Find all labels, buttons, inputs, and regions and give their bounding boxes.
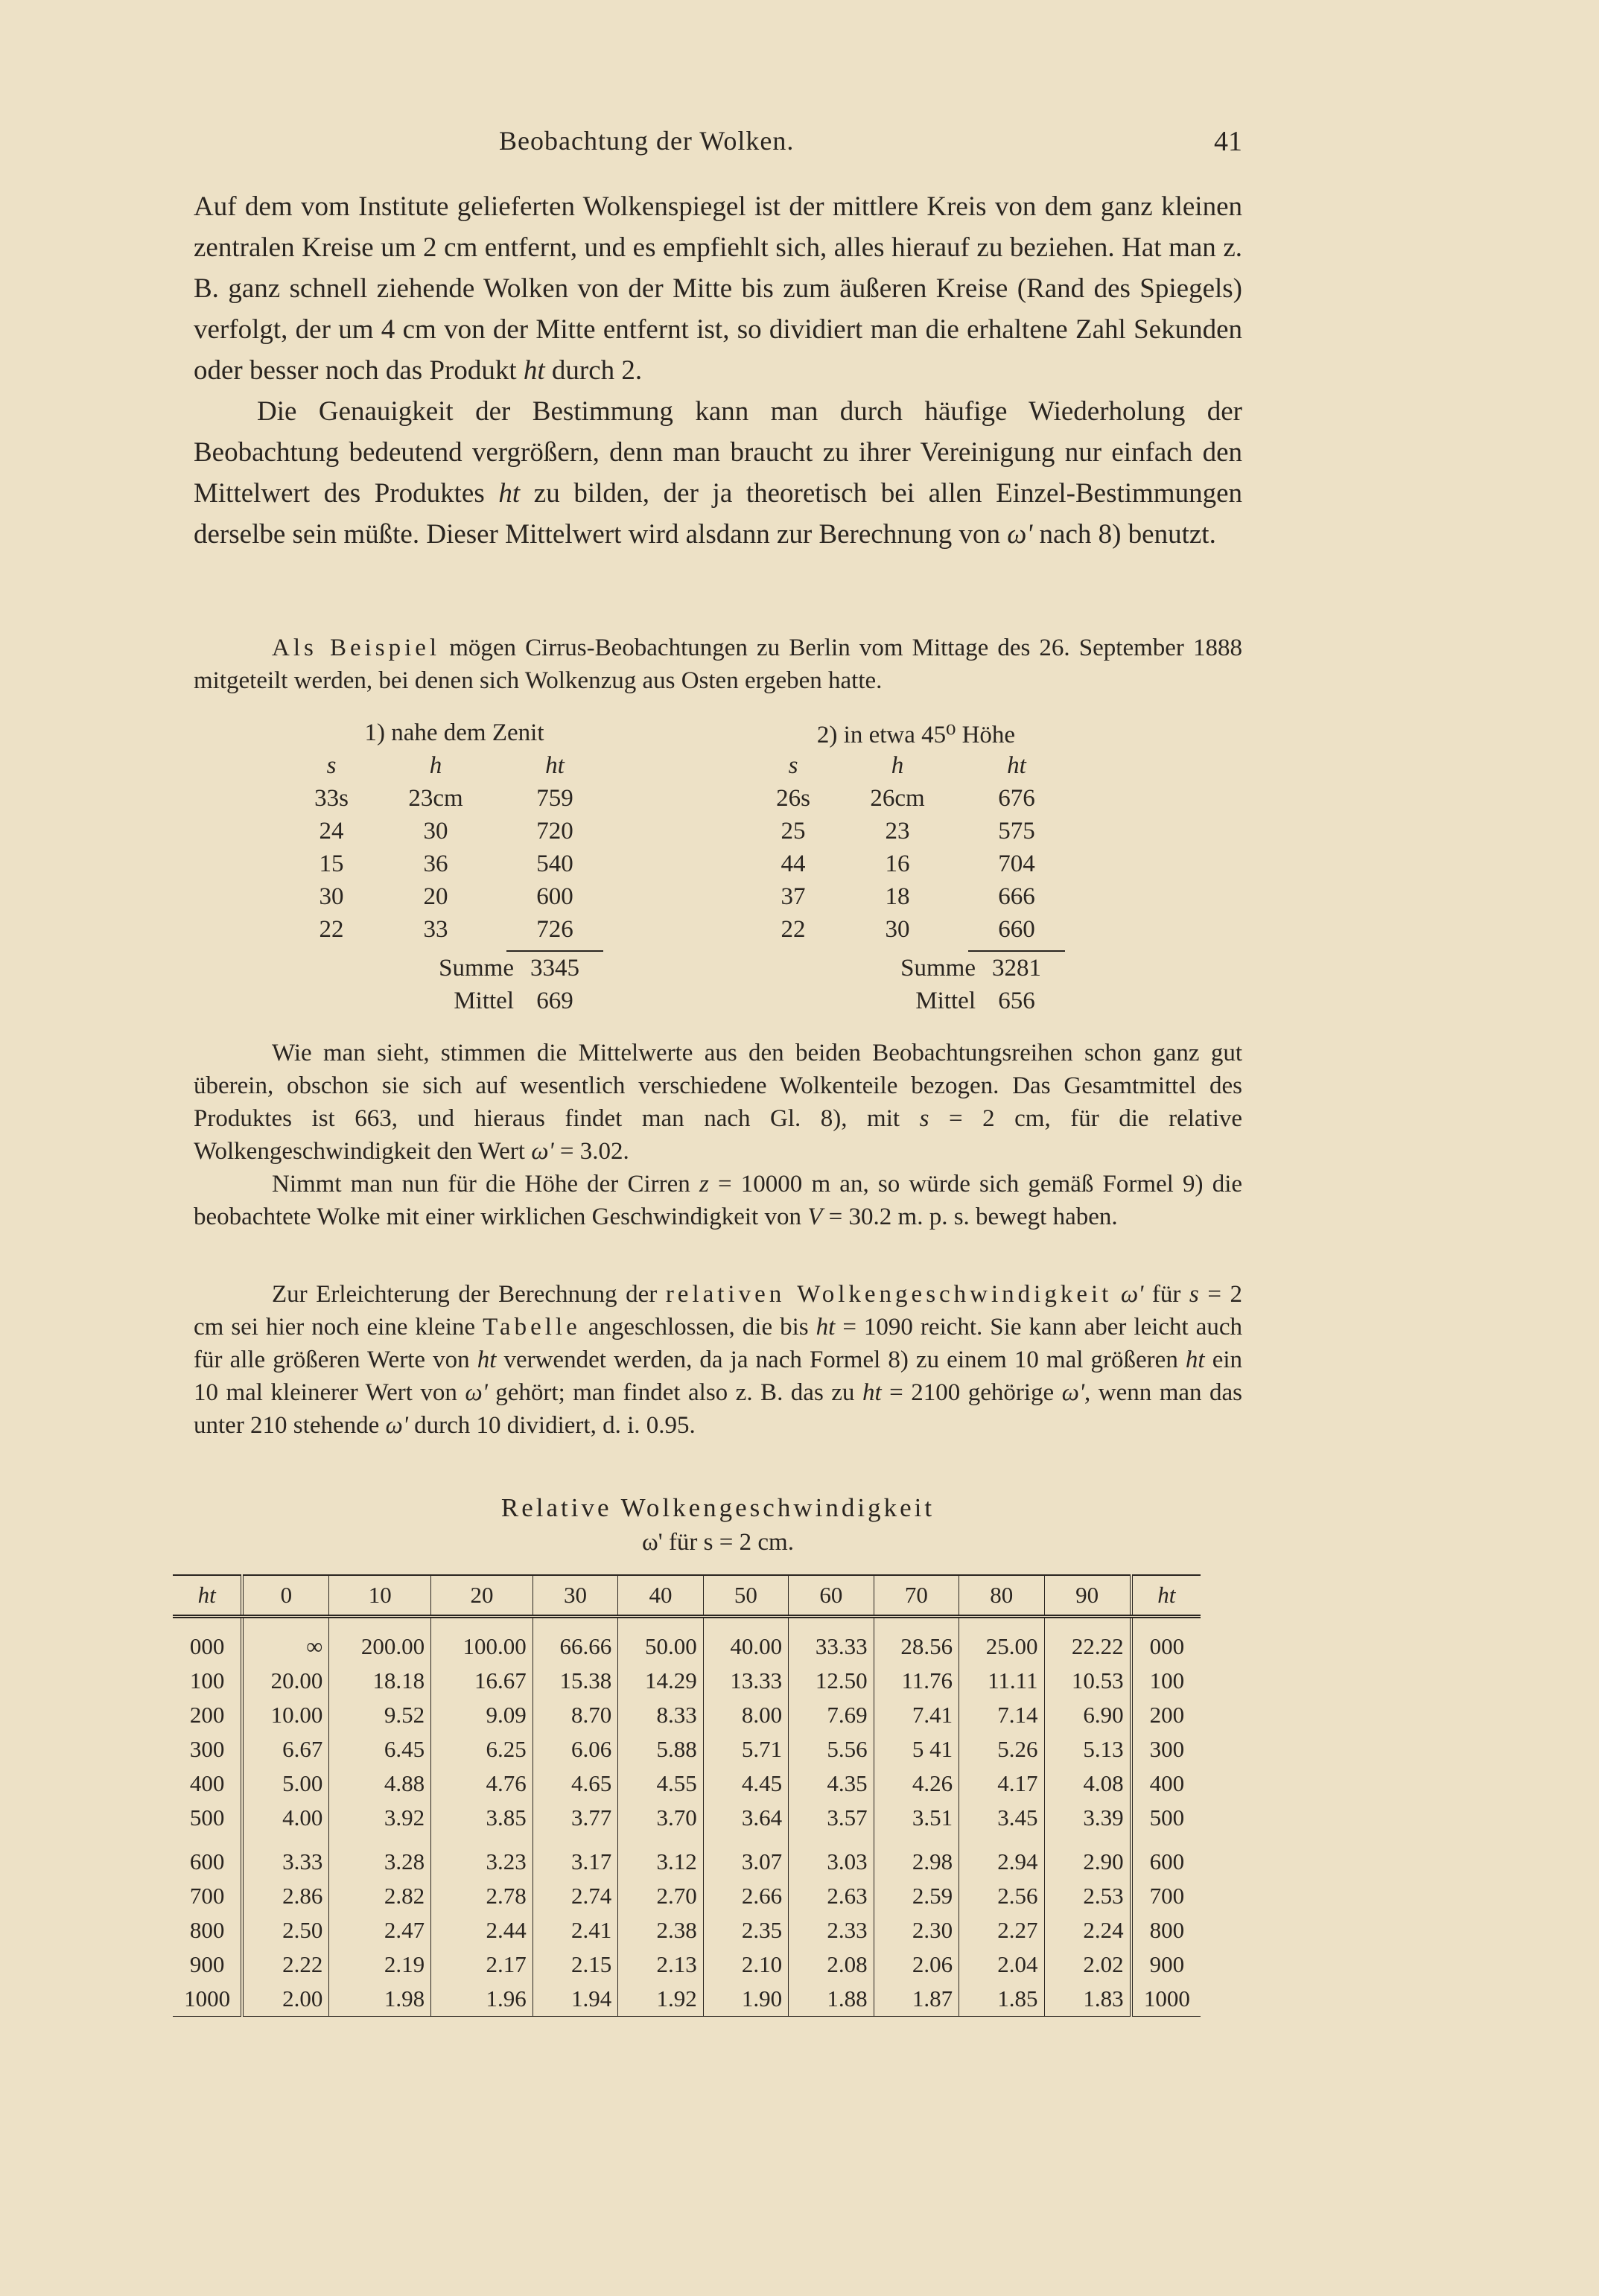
table-cell: 5.56 xyxy=(789,1732,874,1766)
row-label: 900 xyxy=(1131,1947,1201,1982)
table-cell: 4.17 xyxy=(959,1766,1044,1801)
table-cell: 40.00 xyxy=(703,1617,788,1664)
table-row xyxy=(173,1947,1201,1982)
observation-value: 30 xyxy=(319,883,344,910)
column-header: 0 xyxy=(242,1575,329,1617)
table-cell: 2.17 xyxy=(431,1947,533,1982)
column-label: ht xyxy=(1007,752,1026,779)
text-run: = 10000 m an, so würde sich gemäß Formel 9) die beobachtete Wolke mit einer wirklichen Geschwindigkeit von xyxy=(194,1171,1243,1230)
table-cell: 3.33 xyxy=(242,1835,329,1879)
text-run: durch 2. xyxy=(551,355,643,386)
table-cell: 5.71 xyxy=(703,1732,788,1766)
variable-omega: ω' xyxy=(531,1138,554,1165)
row-label: 500 xyxy=(173,1801,242,1835)
column-header: 10 xyxy=(329,1575,431,1617)
table-cell: 2.70 xyxy=(618,1879,703,1913)
row-label: 100 xyxy=(1131,1664,1201,1698)
table-cell: 7.69 xyxy=(789,1698,874,1732)
table-cell: 3.45 xyxy=(959,1801,1044,1835)
table-cell: 1.92 xyxy=(618,1982,703,2017)
paragraph-2 xyxy=(194,391,1242,555)
table-row xyxy=(173,1801,1201,1835)
observation-value: 759 xyxy=(536,785,573,812)
table-cell: 2.06 xyxy=(874,1947,959,1982)
table-cell: 28.56 xyxy=(874,1617,959,1664)
table-cell: 14.29 xyxy=(618,1664,703,1698)
column-header: 30 xyxy=(533,1575,617,1617)
text-run: für xyxy=(1151,1281,1181,1308)
observation-value: 726 xyxy=(536,916,573,943)
table-cell: 22.22 xyxy=(1044,1617,1131,1664)
table-cell: 9.09 xyxy=(431,1698,533,1732)
table-cell: 2.90 xyxy=(1044,1835,1131,1879)
row-label: 600 xyxy=(1131,1835,1201,1879)
observation-value: 16 xyxy=(885,850,910,877)
table-cell: 13.33 xyxy=(703,1664,788,1698)
text-run: Auf dem vom Institute gelieferten Wolkenspiegel ist der mittlere Kreis von dem ganz kleinen zentralen Kreise um 2 cm entfernt, und es empfiehlt sich, alles hierauf zu beziehen. Hat man z. B. ganz schnell ziehende Wolken von der Mitte bis zum äußeren Kreise (Rand des Spiegels) verfolgt, der um 4 cm von der Mitte entfernt ist, so dividiert man die erhaltene Zahl Sekunden oder besser noch das Produkt xyxy=(194,191,1242,386)
text-run: Wie man sieht, stimmen die Mittelwerte aus den beiden Beobachtungsreihen schon ganz gut überein, obschon sie sich auf wesentlich verschiedene Wolkenteile bezogen. Das Gesamtmittel des Produktes ist 663, und hieraus findet man nach Gl. 8), mit xyxy=(194,1040,1242,1132)
row-label: 1000 xyxy=(1131,1982,1201,2017)
table-cell: 2.33 xyxy=(789,1913,874,1947)
table-row xyxy=(173,1879,1201,1913)
table-body xyxy=(173,1617,1201,2017)
table-cell: 2.13 xyxy=(618,1947,703,1982)
table-row xyxy=(173,1664,1201,1698)
observation-value: 23cm xyxy=(408,785,463,812)
row-label: 700 xyxy=(173,1879,242,1913)
table-cell: 4.88 xyxy=(329,1766,431,1801)
spaced-text: Als Beispiel xyxy=(272,635,441,661)
table-cell: 1.96 xyxy=(431,1982,533,2017)
observation-value: 24 xyxy=(319,818,344,845)
table-cell: 2.44 xyxy=(431,1913,533,1947)
table-row xyxy=(173,1982,1201,2017)
table-cell: 3.17 xyxy=(533,1835,617,1879)
variable-ht: ht xyxy=(862,1379,882,1406)
text-run: zu bilden, der ja theoretisch bei allen Einzel-Bestimmungen derselbe sein müßte. Dieser Mittelwert wird alsdann zur Berechnung von xyxy=(194,478,1243,550)
series-heading: 2) in etwa 45⁰ Höhe xyxy=(816,722,1016,748)
table-cell: 12.50 xyxy=(789,1664,874,1698)
column-label: h xyxy=(891,752,904,779)
variable-ht: ht xyxy=(498,478,521,509)
table-row xyxy=(173,1913,1201,1947)
observation-value: 37 xyxy=(781,883,806,910)
table-cell: 4.55 xyxy=(618,1766,703,1801)
column-header: 80 xyxy=(959,1575,1044,1617)
row-label: 300 xyxy=(1131,1732,1201,1766)
text-run: = 2 cm sei hier noch eine kleine xyxy=(194,1281,1243,1341)
table-cell: 2.82 xyxy=(329,1879,431,1913)
table-cell: 1.98 xyxy=(329,1982,431,2017)
table-cell: 2.27 xyxy=(959,1913,1044,1947)
variable-omega: ω' xyxy=(465,1379,488,1406)
table-cell: 3.64 xyxy=(703,1801,788,1835)
table-cell: 4.08 xyxy=(1044,1766,1131,1801)
paragraph-1 xyxy=(194,186,1242,391)
table-cell: 3.39 xyxy=(1044,1801,1131,1835)
observation-value: 704 xyxy=(998,850,1035,877)
table-cell: 4.26 xyxy=(874,1766,959,1801)
observation-value: 660 xyxy=(998,916,1035,943)
observation-value: 26cm xyxy=(870,785,925,812)
table-cell: 5.26 xyxy=(959,1732,1044,1766)
variable-ht: ht xyxy=(523,355,545,386)
table-cell: 7.14 xyxy=(959,1698,1044,1732)
observation-value: 30 xyxy=(423,818,448,845)
observation-tables xyxy=(268,719,1162,1032)
text-run: = 2 cm, für die relative Wolkengeschwindigkeit den Wert xyxy=(194,1105,1243,1165)
table-cell: 1.88 xyxy=(789,1982,874,2017)
table-cell: 1.94 xyxy=(533,1982,617,2017)
table-cell: 2.86 xyxy=(242,1879,329,1913)
variable-s: s xyxy=(1189,1281,1199,1308)
row-label: 800 xyxy=(1131,1913,1201,1947)
paragraph-3 xyxy=(194,632,1242,697)
table-cell: 1.85 xyxy=(959,1982,1044,2017)
observation-value: 33 xyxy=(423,916,448,943)
mean-value: 669 xyxy=(536,988,573,1014)
observation-value: 676 xyxy=(998,785,1035,812)
table-cell: 3.77 xyxy=(533,1801,617,1835)
text-run: durch 10 dividiert, d. i. 0.95. xyxy=(414,1412,696,1439)
text-run: Die Genauigkeit der Bestimmung kann man durch häufige Wiederholung der Beobachtung bedeutend vergrößern, denn man braucht zu ihrer Vereinigung nur einfach den Mittelwert des Produktes xyxy=(194,396,1242,509)
column-label: h xyxy=(429,752,442,779)
relative-velocity-table xyxy=(173,1574,1201,2017)
example-intro xyxy=(194,632,1242,697)
table-row xyxy=(173,1732,1201,1766)
table-cell: 11.11 xyxy=(959,1664,1044,1698)
observation-value: 720 xyxy=(536,818,573,845)
table-row xyxy=(173,1835,1201,1879)
table-cell: 50.00 xyxy=(618,1617,703,1664)
observation-value: 575 xyxy=(998,818,1035,845)
table-header-row xyxy=(173,1575,1201,1617)
observation-value: 23 xyxy=(885,818,910,845)
text-run: mögen Cirrus-Beobachtungen zu Berlin vom Mittage des 26. September 1888 mitgeteilt werden, bei denen sich Wolkenzug aus Osten ergeben hatte. xyxy=(194,635,1243,694)
text-run: ein 10 mal kleinerer Wert von xyxy=(194,1346,1243,1406)
variable-v: V xyxy=(807,1203,823,1230)
table-cell: 2.56 xyxy=(959,1879,1044,1913)
table-cell: 2.08 xyxy=(789,1947,874,1982)
column-header: 50 xyxy=(703,1575,788,1617)
table-row xyxy=(173,1766,1201,1801)
mean-label: Mittel xyxy=(454,988,514,1014)
table-cell: 1.90 xyxy=(703,1982,788,2017)
row-label: 000 xyxy=(173,1617,242,1664)
table-cell: 1.87 xyxy=(874,1982,959,2017)
row-label: 200 xyxy=(1131,1698,1201,1732)
table-cell: 11.76 xyxy=(874,1664,959,1698)
row-label: 900 xyxy=(173,1947,242,1982)
variable-omega: ω' xyxy=(1007,519,1033,550)
table-cell: 2.66 xyxy=(703,1879,788,1913)
observation-value: 666 xyxy=(998,883,1035,910)
table-cell: 2.59 xyxy=(874,1879,959,1913)
text-run: = 2100 gehörige xyxy=(889,1379,1055,1406)
observation-value: 600 xyxy=(536,883,573,910)
table-cell: 200.00 xyxy=(329,1617,431,1664)
table-intro xyxy=(194,1278,1242,1442)
table-cell: 3.03 xyxy=(789,1835,874,1879)
column-header: 70 xyxy=(874,1575,959,1617)
table-cell: 5.00 xyxy=(242,1766,329,1801)
observation-value: 15 xyxy=(319,850,344,877)
column-label: s xyxy=(788,752,798,779)
table-cell: 2.38 xyxy=(618,1913,703,1947)
column-header: 20 xyxy=(431,1575,533,1617)
table-cell: 2.10 xyxy=(703,1947,788,1982)
spaced-text: Tabelle xyxy=(483,1314,581,1341)
table-cell: 8.33 xyxy=(618,1698,703,1732)
row-label: 700 xyxy=(1131,1879,1201,1913)
row-label: 500 xyxy=(1131,1801,1201,1835)
text-run: verwendet werden, da ja nach Formel 8) zu einem 10 mal größeren xyxy=(503,1346,1178,1373)
table-cell: 2.98 xyxy=(874,1835,959,1879)
text-run: , wenn man das unter 210 stehende xyxy=(194,1379,1243,1439)
table-cell: 2.24 xyxy=(1044,1913,1131,1947)
table-cell: 2.35 xyxy=(703,1913,788,1947)
table-cell: 2.19 xyxy=(329,1947,431,1982)
table-cell: 6.25 xyxy=(431,1732,533,1766)
table-cell: 2.41 xyxy=(533,1913,617,1947)
sum-label: Summe xyxy=(439,955,514,982)
table-cell: 66.66 xyxy=(533,1617,617,1664)
column-header: 90 xyxy=(1044,1575,1131,1617)
table-cell: 3.12 xyxy=(618,1835,703,1879)
observation-value: 25 xyxy=(781,818,806,845)
observation-value: 33s xyxy=(314,785,349,812)
row-label: 800 xyxy=(173,1913,242,1947)
table-cell: 10.53 xyxy=(1044,1664,1131,1698)
mean-value: 656 xyxy=(998,988,1035,1014)
mean-label: Mittel xyxy=(915,988,976,1014)
table-cell: 4.35 xyxy=(789,1766,874,1801)
text-run: angeschlossen, die bis xyxy=(588,1314,809,1341)
variable-z: z xyxy=(699,1171,709,1198)
variable-s: s xyxy=(919,1105,929,1132)
sum-value: 3345 xyxy=(530,955,579,982)
table-cell: 2.00 xyxy=(242,1982,329,2017)
variable-omega: ω' xyxy=(1061,1379,1085,1406)
text-run: Nimmt man nun für die Höhe der Cirren xyxy=(272,1171,690,1198)
table-cell: 4.00 xyxy=(242,1801,329,1835)
row-label: 400 xyxy=(1131,1766,1201,1801)
table-cell: 3.07 xyxy=(703,1835,788,1879)
table-cell: 2.94 xyxy=(959,1835,1044,1879)
sum-value: 3281 xyxy=(992,955,1041,982)
table-cell: 100.00 xyxy=(431,1617,533,1664)
table-title: Relative Wolkengeschwindigkeit xyxy=(500,1493,935,1522)
table-cell: 4.65 xyxy=(533,1766,617,1801)
observation-value: 30 xyxy=(885,916,910,943)
column-header: 40 xyxy=(618,1575,703,1617)
row-label: 300 xyxy=(173,1732,242,1766)
row-label: 1000 xyxy=(173,1982,242,2017)
observation-value: 44 xyxy=(781,850,806,877)
observation-value: 540 xyxy=(536,850,573,877)
text-run: Zur Erleichterung der Berechnung der xyxy=(272,1281,658,1308)
table-cell: 4.76 xyxy=(431,1766,533,1801)
table-cell: 3.70 xyxy=(618,1801,703,1835)
observation-series-1 xyxy=(283,719,670,1032)
table-cell: 18.18 xyxy=(329,1664,431,1698)
row-label: 100 xyxy=(173,1664,242,1698)
paragraph-5 xyxy=(194,1168,1242,1233)
observation-value: 22 xyxy=(319,916,344,943)
variable-ht: ht xyxy=(816,1314,836,1341)
table-cell: 8.00 xyxy=(703,1698,788,1732)
table-cell: 1.83 xyxy=(1044,1982,1131,2017)
variable-ht: ht xyxy=(477,1346,497,1373)
main-text-top xyxy=(194,186,1242,555)
table-cell: 5.88 xyxy=(618,1732,703,1766)
table-cell: 3.23 xyxy=(431,1835,533,1879)
table-cell: 16.67 xyxy=(431,1664,533,1698)
sum-label: Summe xyxy=(900,955,976,982)
table-cell: 2.78 xyxy=(431,1879,533,1913)
table-cell: 7.41 xyxy=(874,1698,959,1732)
observation-value: 18 xyxy=(885,883,910,910)
table-cell: 5 41 xyxy=(874,1732,959,1766)
running-title: Beobachtung der Wolken. xyxy=(499,126,795,156)
table-cell: 2.22 xyxy=(242,1947,329,1982)
table-cell: 10.00 xyxy=(242,1698,329,1732)
table-row xyxy=(173,1617,1201,1664)
table-cell: 2.30 xyxy=(874,1913,959,1947)
table-cell: 25.00 xyxy=(959,1617,1044,1664)
table-cell: ∞ xyxy=(242,1617,329,1664)
example-discussion xyxy=(194,1037,1242,1233)
table-cell: 3.51 xyxy=(874,1801,959,1835)
column-label: s xyxy=(326,752,337,779)
text-run: nach 8) benutzt. xyxy=(1039,519,1216,550)
table-cell: 2.53 xyxy=(1044,1879,1131,1913)
paragraph-6 xyxy=(194,1278,1242,1442)
page-header xyxy=(194,125,1242,170)
table-cell: 2.47 xyxy=(329,1913,431,1947)
table-cell: 3.85 xyxy=(431,1801,533,1835)
table-cell: 6.06 xyxy=(533,1732,617,1766)
table-subtitle: ω' für s = 2 cm. xyxy=(642,1529,794,1556)
table-cell: 6.45 xyxy=(329,1732,431,1766)
table-cell: 2.50 xyxy=(242,1913,329,1947)
spaced-text: relativen Wolkengeschwindigkeit xyxy=(665,1281,1113,1308)
column-header: 60 xyxy=(789,1575,874,1617)
text-run: = 3.02. xyxy=(559,1138,629,1165)
series-heading: 1) nahe dem Zenit xyxy=(364,719,544,746)
table-cell: 3.28 xyxy=(329,1835,431,1879)
row-label: 000 xyxy=(1131,1617,1201,1664)
table-cell: 2.04 xyxy=(959,1947,1044,1982)
sum-rule xyxy=(968,950,1065,952)
column-label: ht xyxy=(545,752,565,779)
text-run: = 30.2 m. p. s. bewegt haben. xyxy=(828,1203,1118,1230)
table-row xyxy=(173,1698,1201,1732)
observation-value: 22 xyxy=(781,916,806,943)
table-cell: 2.02 xyxy=(1044,1947,1131,1982)
table-cell: 3.57 xyxy=(789,1801,874,1835)
table-cell: 20.00 xyxy=(242,1664,329,1698)
observation-value: 20 xyxy=(423,883,448,910)
table-cell: 2.15 xyxy=(533,1947,617,1982)
table-cell: 6.90 xyxy=(1044,1698,1131,1732)
variable-omega: ω' xyxy=(385,1412,408,1439)
column-header: ht xyxy=(1131,1575,1201,1617)
variable-omega: ω' xyxy=(1120,1281,1144,1308)
row-label: 200 xyxy=(173,1698,242,1732)
table-cell: 2.74 xyxy=(533,1879,617,1913)
page-number: 41 xyxy=(1214,126,1242,157)
table-cell: 6.67 xyxy=(242,1732,329,1766)
sum-rule xyxy=(506,950,603,952)
table-cell: 33.33 xyxy=(789,1617,874,1664)
column-header: ht xyxy=(173,1575,242,1617)
table-cell: 4.45 xyxy=(703,1766,788,1801)
observation-value: 26s xyxy=(776,785,810,812)
table-cell: 9.52 xyxy=(329,1698,431,1732)
table-cell: 5.13 xyxy=(1044,1732,1131,1766)
observation-series-2 xyxy=(745,719,1132,1032)
observation-value: 36 xyxy=(423,850,448,877)
paragraph-4 xyxy=(194,1037,1242,1168)
row-label: 600 xyxy=(173,1835,242,1879)
table-cell: 3.92 xyxy=(329,1801,431,1835)
variable-ht: ht xyxy=(1185,1346,1205,1373)
table-cell: 8.70 xyxy=(533,1698,617,1732)
table-cell: 2.63 xyxy=(789,1879,874,1913)
text-run: gehört; man findet also z. B. das zu xyxy=(495,1379,855,1406)
row-label: 400 xyxy=(173,1766,242,1801)
table-cell: 15.38 xyxy=(533,1664,617,1698)
text-run: = 1090 reicht. Sie kann aber leicht auch für alle größeren Werte von xyxy=(194,1314,1243,1373)
